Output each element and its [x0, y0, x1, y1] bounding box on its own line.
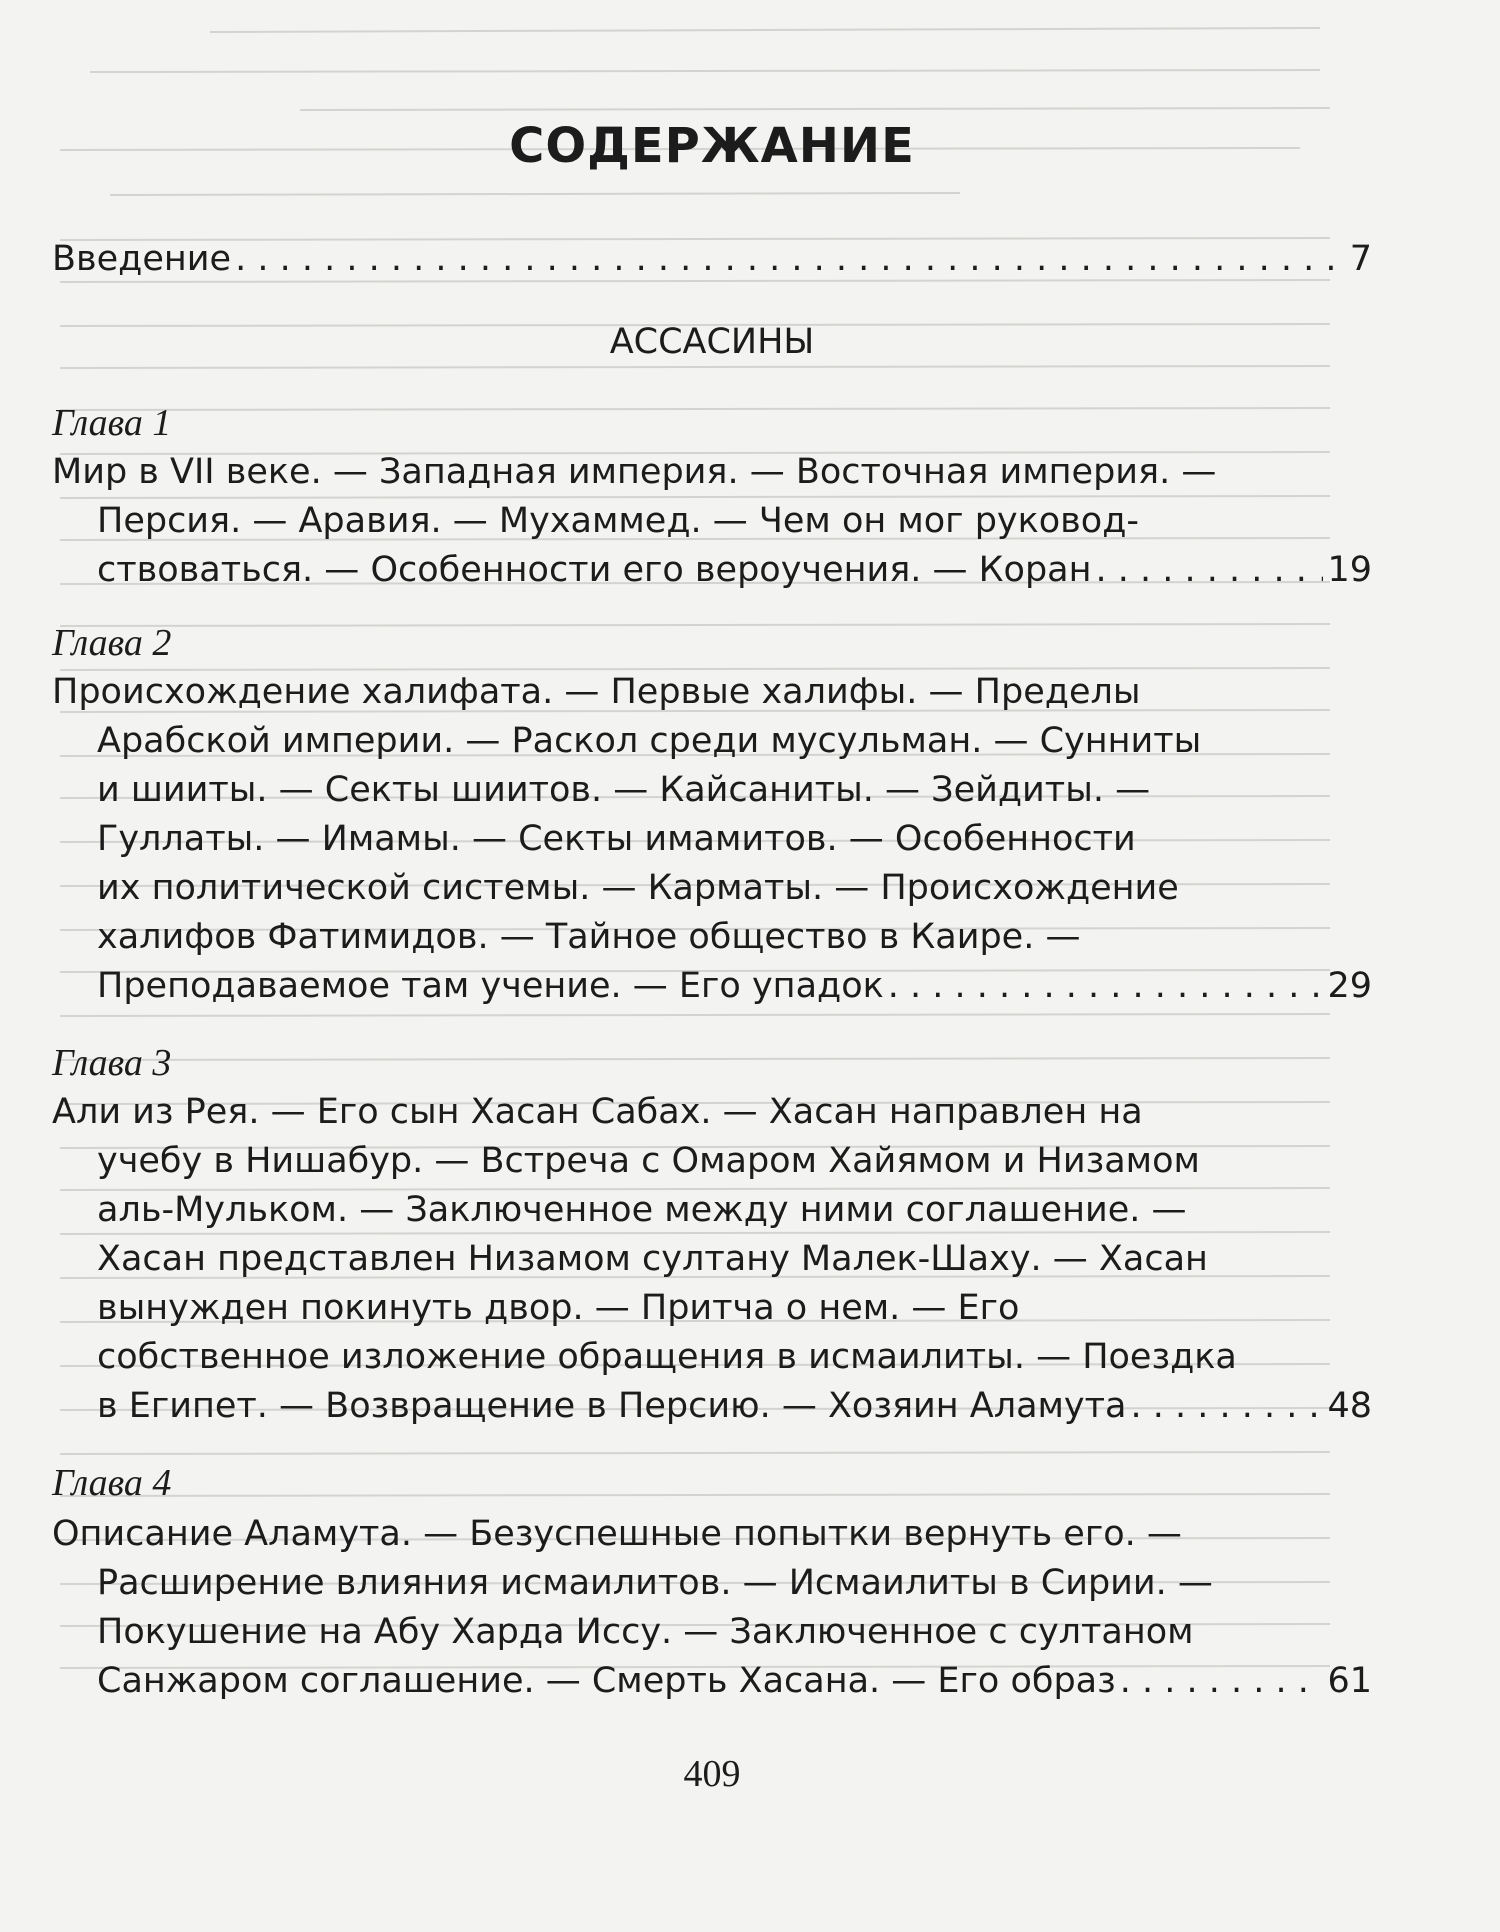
leader-dots [235, 235, 1346, 283]
toc-line: ствоваться. — Особенности его вероучения. — Коран [97, 550, 1092, 590]
toc-entry-chapter-4-last[interactable] [97, 1657, 1372, 1705]
toc-line[interactable]: Происхождение халифата. — Первые халифы. — Пределы [52, 672, 1141, 712]
toc-line: Санжаром соглашение. — Смерть Хасана. — Его образ [97, 1661, 1116, 1701]
toc-line[interactable]: собственное изложение обращения в исмаилиты. — Поездка [97, 1337, 1237, 1377]
toc-line[interactable]: их политической системы. — Карматы. — Происхождение [97, 868, 1179, 908]
leader-dots [1120, 1657, 1324, 1705]
toc-line[interactable]: вынужден покинуть двор. — Притча о нем. — Его [97, 1288, 1020, 1328]
toc-page-number: 29 [1327, 966, 1372, 1006]
chapter-label: Глава 4 [52, 1462, 172, 1504]
toc-line: Преподаваемое там учение. — Его упадок [97, 966, 884, 1006]
toc-line[interactable]: Покушение на Абу Харда Иссу. — Заключенное с султаном [97, 1612, 1194, 1652]
toc-line[interactable]: Али из Рея. — Его сын Хасан Сабах. — Хасан направлен на [52, 1092, 1143, 1132]
toc-entry-title: Введение [52, 239, 232, 279]
leader-dots [1130, 1382, 1323, 1430]
toc-entry-chapter-3-last[interactable] [97, 1382, 1372, 1430]
toc-page-number: 61 [1327, 1661, 1372, 1701]
leader-dots [1096, 546, 1324, 594]
page-number: 409 [683, 1753, 741, 1795]
toc-line[interactable]: Описание Аламута. — Безуспешные попытки вернуть его. — [52, 1514, 1182, 1554]
toc-line[interactable]: и шииты. — Секты шиитов. — Кайсаниты. — Зейдиты. — [97, 770, 1151, 810]
toc-page-number: 7 [1349, 239, 1372, 279]
toc-line[interactable]: Расширение влияния исмаилитов. — Исмаилиты в Сирии. — [97, 1563, 1213, 1603]
page-title: СОДЕРЖАНИЕ [509, 118, 915, 174]
chapter-label: Глава 3 [52, 1042, 172, 1084]
toc-line[interactable]: аль-Мульком. — Заключенное между ними соглашение. — [97, 1190, 1187, 1230]
toc-line[interactable]: Персия. — Аравия. — Мухаммед. — Чем он мог руковод- [97, 501, 1140, 541]
part-title: АССАСИНЫ [609, 322, 815, 362]
toc-line[interactable]: Хасан представлен Низамом султану Малек-Шаху. — Хасан [97, 1239, 1208, 1279]
chapter-label: Глава 2 [52, 622, 172, 664]
toc-page-number: 48 [1327, 1386, 1372, 1426]
toc-entry-chapter-2-last[interactable] [97, 962, 1372, 1010]
toc-line[interactable]: Арабской империи. — Раскол среди мусульман. — Сунниты [97, 721, 1202, 761]
toc-line[interactable]: учебу в Нишабур. — Встреча с Омаром Хайямом и Низамом [97, 1141, 1200, 1181]
toc-line[interactable]: халифов Фатимидов. — Тайное общество в Каире. — [97, 917, 1081, 957]
toc-line: в Египет. — Возвращение в Персию. — Хозяин Аламута [97, 1386, 1127, 1426]
toc-line[interactable]: Гуллаты. — Имамы. — Секты имамитов. — Особенности [97, 819, 1136, 859]
toc-entry-chapter-1-last[interactable] [97, 546, 1372, 594]
table-of-contents-page [52, 0, 1372, 1932]
toc-entry-introduction[interactable] [52, 235, 1372, 283]
chapter-label: Глава 1 [52, 402, 172, 444]
toc-page-number: 19 [1327, 550, 1372, 590]
leader-dots [888, 962, 1324, 1010]
toc-line[interactable]: Мир в VII веке. — Западная империя. — Восточная империя. — [52, 452, 1217, 492]
